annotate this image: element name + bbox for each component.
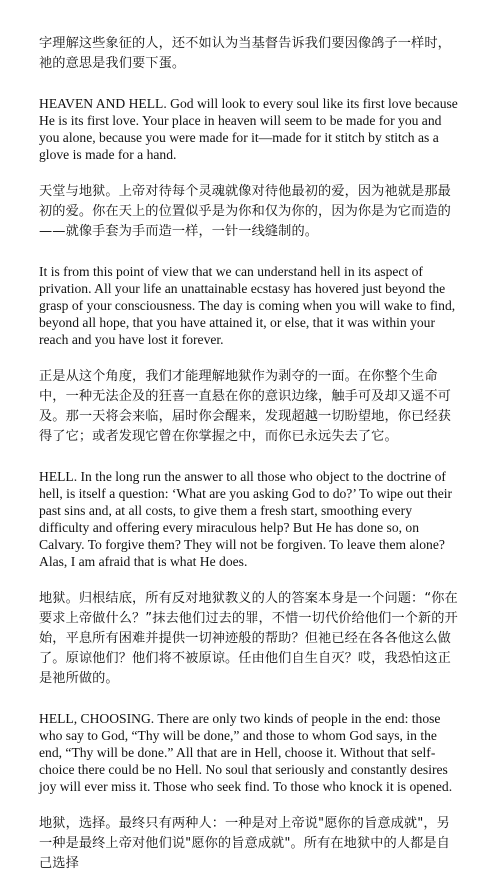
paragraph-zh-privation: 正是从这个角度，我们才能理解地狱作为剥夺的一面。在你整个生命中，一种无法企及的狂喜一直悬在你的意识边缘，触手可及却又遥不可及。那一天将会来临，届时你会醒来，发现超越一切盼望地，你已经获得了它；或者发现它曾在你掌握之中，而你已永远失去了它。 xyxy=(39,369,451,444)
paragraph-zh-1: 字理解这些象征的人，还不如认为当基督告诉我们要因像鸽子一样时，祂的意思是我们要下蛋。 xyxy=(39,36,451,71)
paragraph-en-privation: It is from this point of view that we can understand hell in its aspect of privation. All your life an unattainable ecstasy has hovered just beyond the grasp of your consciousness. The day is coming when you will wake to find, beyond all hope, that you have attained it, or else, that it was within your reach and you have lost it forever. xyxy=(39,264,456,347)
paragraph-zh-hell-choosing: 地狱，选择。最终只有两种人：一种是对上帝说"愿你的旨意成就"，另一种是最终上帝对他们说"愿你的旨意成就"。所有在地狱中的人都是自己选择 xyxy=(39,816,450,871)
paragraph-zh-heaven-and-hell: 天堂与地狱。上帝对待每个灵魂就像对待他最初的爱，因为祂就是那最初的爱。你在天上的位置似乎是为你和仅为你的，因为你是为它而造的——就像手套为手而造一样，一针一线缝制的。 xyxy=(39,184,451,239)
paragraph-zh-hell: 地狱。归根结底，所有反对地狱教义的人的答案本身是一个问题：“你在要求上帝做什么？”抹去他们过去的罪，不惜一切代价给他们一个新的开始，平息所有困难并提供一切神迹般的帮助？但祂已经在各各他这么做了。原谅他们？他们将不被原谅。任由他们自生自灭？哎，我恐怕这正是祂所做的。 xyxy=(39,591,458,686)
paragraph-en-heaven-and-hell: HEAVEN AND HELL. God will look to every soul like its first love because He is its first love. Your place in heaven will seem to be made for you and you alone, because you were made for it—made for it stitch by stitch as a glove is made for a hand. xyxy=(39,96,458,162)
document-page xyxy=(39,34,461,874)
paragraph-en-hell-choosing: HELL, CHOOSING. There are only two kinds of people in the end: those who say to God, “Thy will be done,” and those to whom God says, in the end, “Thy will be done.” All that are in Hell, choose it. Without that self-choice there could be no Hell. No soul that seriously and constantly desires joy will ever miss it. Those who seek find. To those who knock it is opened. xyxy=(39,711,453,794)
paragraph-en-hell: HELL. In the long run the answer to all those who object to the doctrine of hell, is itself a question: ‘What are you asking God to do?’ To wipe out their past sins and, at all costs, to give them a fresh start, smoothing every difficulty and offering every miraculous help? But He has done so, on Calvary. To forgive them? They will not be forgiven. To leave them alone? Alas, I am afraid that is what He does. xyxy=(39,469,453,569)
